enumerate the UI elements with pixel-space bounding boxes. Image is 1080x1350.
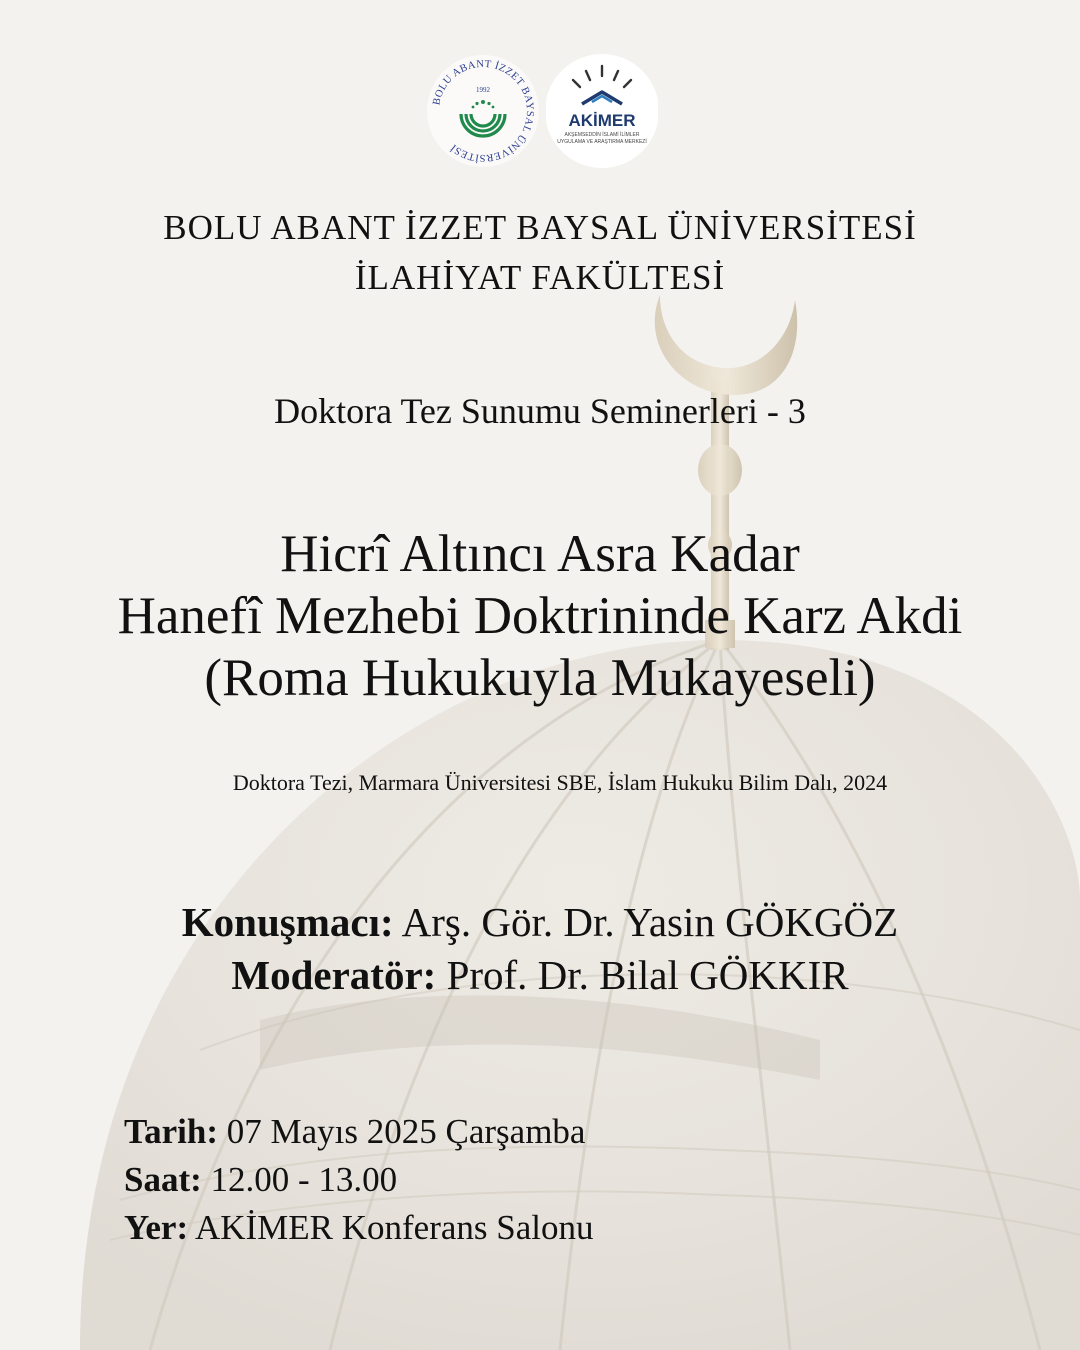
- thesis-title-line2: Hanefî Mezhebi Doktrininde Karz Akdi: [117, 587, 963, 645]
- participants: [0, 896, 1080, 1002]
- time-row: [124, 1156, 924, 1204]
- speaker-name: Arş. Gör. Dr. Yasin GÖKGÖZ: [401, 899, 899, 945]
- thesis-title-line1: Hicrî Altıncı Asra Kadar: [280, 525, 800, 583]
- time-label: Saat:: [124, 1160, 202, 1199]
- moderator-label: Moderatör:: [231, 952, 437, 998]
- logo-bar: [0, 52, 1080, 172]
- event-details: [124, 1108, 924, 1252]
- speaker-row: [0, 896, 1080, 949]
- place-row: [124, 1204, 924, 1252]
- time-value: 12.00 - 13.00: [210, 1160, 398, 1199]
- place-label: Yer:: [124, 1208, 189, 1247]
- thesis-info: Doktora Tezi, Marmara Üniversitesi SBE, İslam Hukuku Bilim Dalı, 2024: [232, 770, 888, 795]
- seminar-series-title: Doktora Tez Sunumu Seminerleri - 3: [274, 391, 806, 431]
- baibu-ring-text: BOLU ABANT İZZET BAYSAL ÜNİVERSİTESİ: [431, 58, 536, 164]
- thesis-title-line3: (Roma Hukukuyla Mukayeseli): [204, 649, 876, 707]
- moderator-row: [0, 949, 1080, 1002]
- akimer-logo-subtitle-line1: AKŞEMSEDDİN İSLAMİ İLİMLER: [564, 132, 640, 138]
- akimer-logo-name: AKİMER: [568, 111, 636, 130]
- date-value: 07 Mayıs 2025 Çarşamba: [226, 1112, 586, 1151]
- faculty-name: İLAHİYAT FAKÜLTESİ: [354, 258, 726, 297]
- date-label: Tarih:: [124, 1112, 219, 1151]
- akimer-center-logo: [546, 52, 658, 170]
- institution-heading: [0, 203, 1080, 303]
- moderator-name: Prof. Dr. Bilal GÖKKIR: [446, 952, 849, 998]
- baibu-university-logo: [424, 52, 542, 170]
- date-row: [124, 1108, 924, 1156]
- thesis-title: [0, 523, 1080, 709]
- akimer-logo-subtitle-line2: UYGULAMA VE ARAŞTIRMA MERKEZİ: [557, 139, 647, 145]
- university-name: BOLU ABANT İZZET BAYSAL ÜNİVERSİTESİ: [163, 208, 917, 247]
- place-value: AKİMER Konferans Salonu: [194, 1208, 594, 1247]
- speaker-label: Konuşmacı:: [181, 899, 394, 945]
- baibu-year: 1992: [476, 86, 490, 94]
